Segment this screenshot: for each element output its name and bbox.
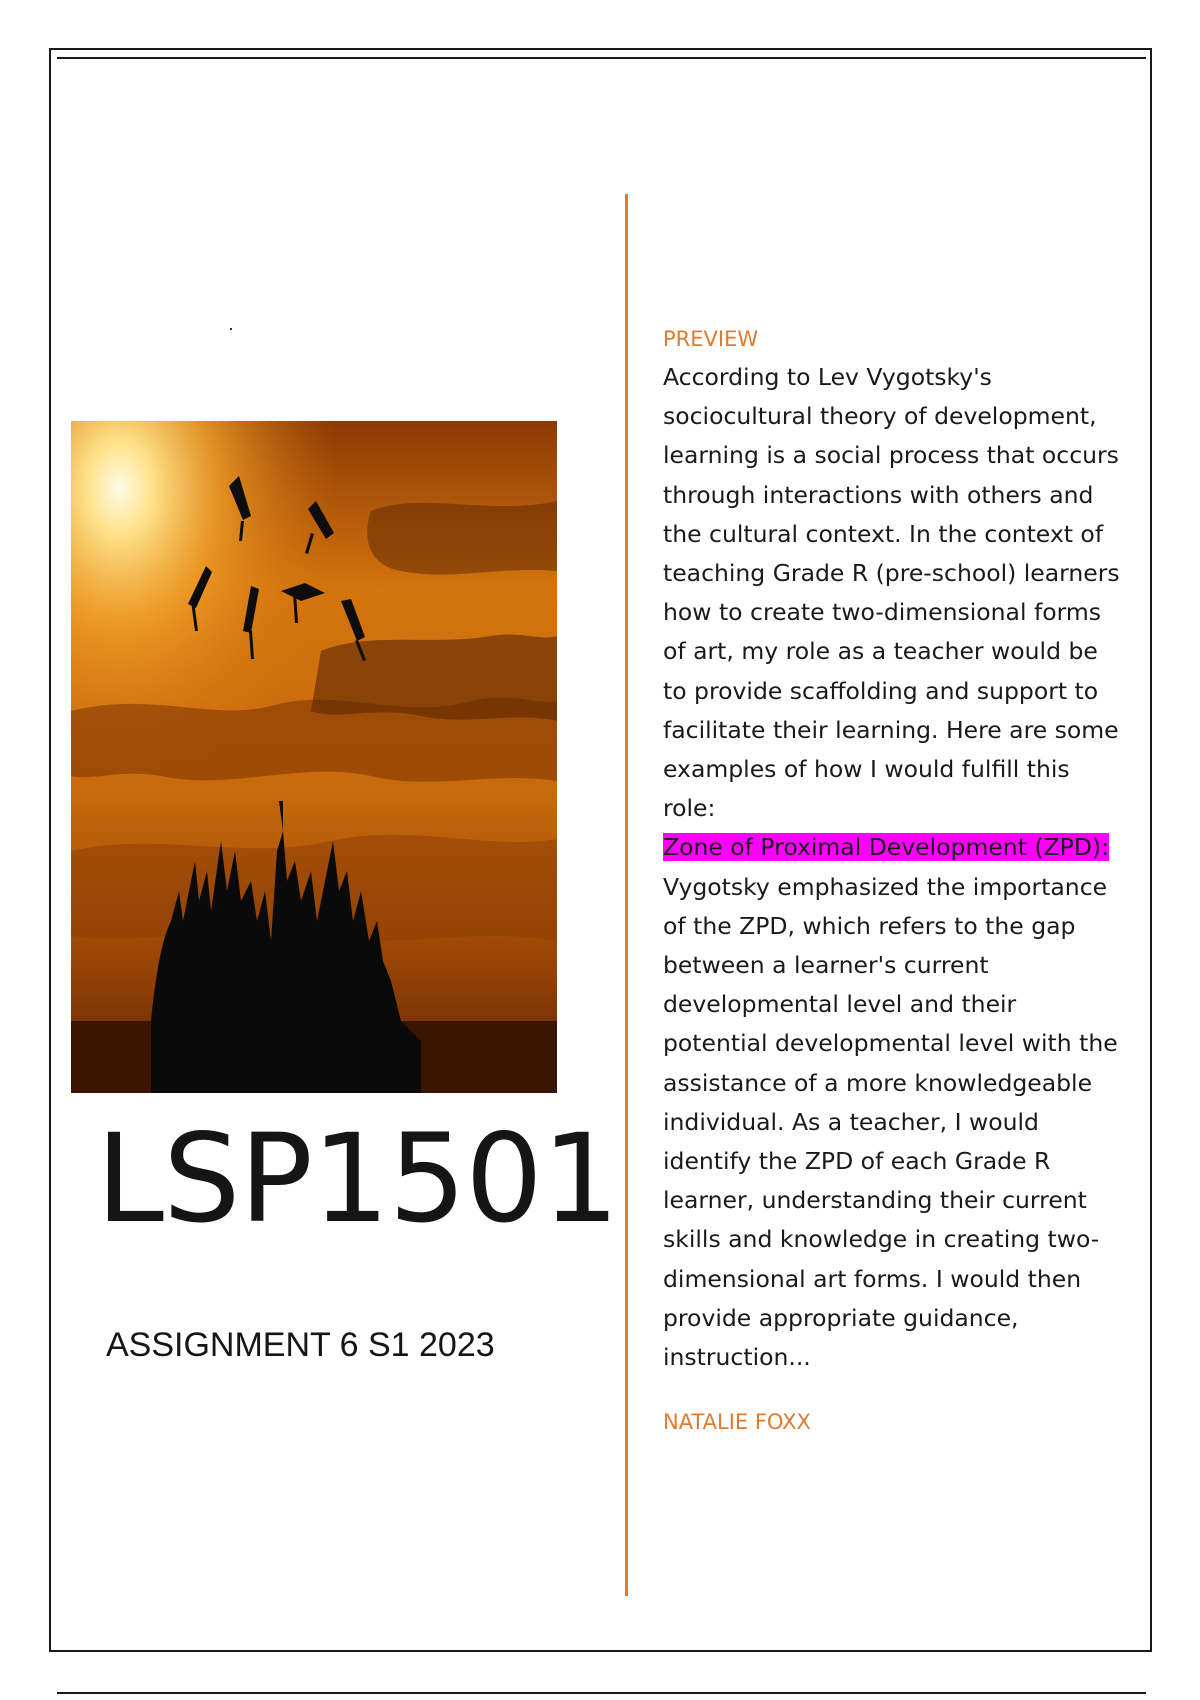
preview-line: According to Lev Vygotsky's <box>663 363 992 391</box>
stray-dot <box>230 328 232 330</box>
preview-line: identify the ZPD of each Grade R <box>663 1147 1051 1176</box>
preview-line: between a learner's current <box>663 951 989 980</box>
course-code: LSP1501 <box>96 1108 619 1250</box>
preview-line: dimensional art forms. I would then <box>663 1264 1082 1293</box>
preview-line: teaching Grade R (pre-school) learners <box>663 559 1120 588</box>
preview-section <box>663 324 1133 1437</box>
highlighted-term: Zone of Proximal Development (ZPD): <box>663 833 1109 862</box>
preview-line: individual. As a teacher, I would <box>663 1107 1039 1136</box>
preview-line: instruction... <box>663 1343 811 1372</box>
author-name: NATALIE FOXX <box>663 1410 811 1435</box>
highlighted-term-line <box>663 828 1133 867</box>
bottom-rule <box>57 1692 1146 1694</box>
preview-line: how to create two-dimensional forms <box>663 598 1101 627</box>
graduation-caps-sunset-photo <box>71 421 557 1093</box>
preview-line: examples of how I would fulfill this <box>663 755 1070 784</box>
preview-line: through interactions with others and <box>663 480 1094 509</box>
preview-line: of the ZPD, which refers to the gap <box>663 911 1076 940</box>
preview-line: assistance of a more knowledgeable <box>663 1068 1093 1097</box>
preview-line: Vygotsky emphasized the importance <box>663 872 1108 901</box>
preview-line: skills and knowledge in creating two- <box>663 1225 1100 1254</box>
preview-line: potential developmental level with the <box>663 1029 1118 1058</box>
preview-line: developmental level and their <box>663 990 1017 1019</box>
preview-line: facilitate their learning. Here are some <box>663 715 1119 744</box>
preview-body <box>663 358 1133 1377</box>
preview-line: the cultural context. In the context of <box>663 519 1104 548</box>
preview-line: learner, understanding their current <box>663 1186 1087 1215</box>
preview-line: sociocultural theory of development, <box>663 402 1097 431</box>
top-rule <box>57 57 1146 59</box>
preview-line: to provide scaffolding and support to <box>663 676 1099 705</box>
preview-line: of art, my role as a teacher would be <box>663 637 1098 666</box>
assignment-title: ASSIGNMENT 6 S1 2023 <box>106 1326 495 1364</box>
preview-line: role: <box>663 794 716 823</box>
column-divider <box>625 194 628 1596</box>
preview-line: learning is a social process that occurs <box>663 441 1119 470</box>
preview-line: provide appropriate guidance, <box>663 1303 1019 1332</box>
preview-heading: PREVIEW <box>663 327 759 351</box>
